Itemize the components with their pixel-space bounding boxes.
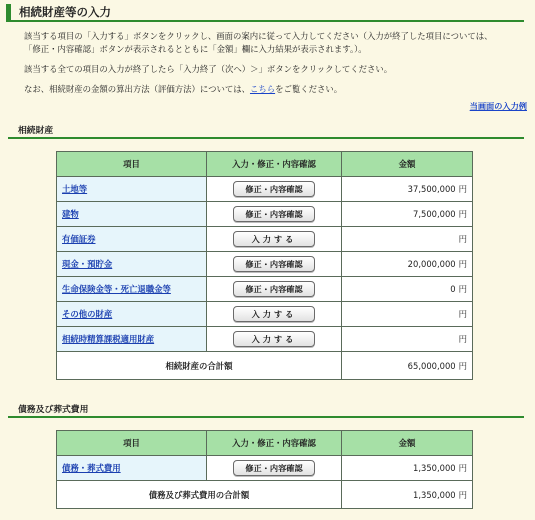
item-link-securities[interactable]: 有価証券 <box>62 234 96 244</box>
instructions <box>24 30 524 96</box>
input-button-other-assets[interactable]: 入力する <box>233 306 315 322</box>
input-button-securities[interactable]: 入力する <box>233 231 315 247</box>
item-cell <box>57 177 207 202</box>
column-header-item: 項目 <box>57 431 207 456</box>
table-row <box>57 302 473 327</box>
column-header-action: 入力・修正・内容確認 <box>207 431 342 456</box>
action-cell <box>207 202 342 227</box>
total-amount-value: 65,000,000 <box>407 360 456 371</box>
edit-confirm-button-debts-funeral[interactable]: 修正・内容確認 <box>233 460 315 476</box>
instruction-text: をご覧ください。 <box>275 84 343 94</box>
column-header-action: 入力・修正・内容確認 <box>207 152 342 177</box>
amount-cell <box>342 277 473 302</box>
item-cell <box>57 327 207 352</box>
instruction-text: なお、相続財産の金額の算出方法（評価方法）については、 <box>24 84 250 94</box>
column-header-amount: 金額 <box>342 431 473 456</box>
instruction-line: 「修正・内容確認」ボタンが表示されるとともに「金額」欄に入力結果が表示されます。）。 <box>24 44 367 54</box>
table-row <box>57 327 473 352</box>
item-link-other-assets[interactable]: その他の財産 <box>62 309 113 319</box>
item-cell <box>57 227 207 252</box>
yen-unit: 円 <box>458 360 467 371</box>
amount-value: 37,500,000 <box>407 184 456 194</box>
amount-cell <box>342 456 473 481</box>
amount-value: 7,500,000 <box>413 209 456 219</box>
action-cell <box>207 177 342 202</box>
edit-confirm-button-building[interactable]: 修正・内容確認 <box>233 206 315 222</box>
item-link-debts-funeral[interactable]: 債務・葬式費用 <box>62 463 121 473</box>
yen-unit: 円 <box>458 184 467 194</box>
total-amount-cell <box>342 481 473 509</box>
total-amount-cell <box>342 352 473 380</box>
table-row <box>57 252 473 277</box>
page-title: 相続財産等の入力 <box>6 4 524 22</box>
yen-unit: 円 <box>458 284 467 294</box>
item-link-settlement-taxation[interactable]: 相続時精算課税適用財産 <box>62 334 155 344</box>
debts-table <box>56 430 473 509</box>
total-amount-value: 1,350,000 <box>413 489 456 500</box>
item-cell <box>57 277 207 302</box>
instruction-line <box>24 83 524 96</box>
action-cell <box>207 277 342 302</box>
edit-confirm-button-cash-deposits[interactable]: 修正・内容確認 <box>233 256 315 272</box>
item-link-life-insurance[interactable]: 生命保険金等・死亡退職金等 <box>62 284 171 294</box>
table-row <box>57 277 473 302</box>
instruction-line: 該当する全ての項目の入力が終了したら「入力終了（次へ）＞」ボタンをクリックしてください。 <box>24 64 393 74</box>
amount-value: 20,000,000 <box>407 259 456 269</box>
instruction-line: 該当する項目の「入力する」ボタンをクリックし、画面の案内に従って入力してください（入力が終了した項目については、 <box>24 31 493 41</box>
edit-confirm-button-life-insurance[interactable]: 修正・内容確認 <box>233 281 315 297</box>
item-link-building[interactable]: 建物 <box>62 209 79 219</box>
item-cell <box>57 202 207 227</box>
amount-value: 0 <box>450 284 456 294</box>
total-label: 相続財産の合計額 <box>57 352 342 380</box>
yen-unit: 円 <box>458 234 467 244</box>
action-cell <box>207 252 342 277</box>
column-header-item: 項目 <box>57 152 207 177</box>
yen-unit: 円 <box>458 334 467 344</box>
input-example-link[interactable]: 当画面の入力例 <box>469 101 527 111</box>
edit-confirm-button-land[interactable]: 修正・内容確認 <box>233 181 315 197</box>
table-row <box>57 177 473 202</box>
table-row <box>57 227 473 252</box>
amount-cell <box>342 202 473 227</box>
assets-table <box>56 151 473 380</box>
section-title-debts: 債務及び葬式費用 <box>8 404 524 418</box>
yen-unit: 円 <box>458 489 467 500</box>
amount-cell <box>342 327 473 352</box>
action-cell <box>207 327 342 352</box>
item-cell <box>57 252 207 277</box>
amount-cell <box>342 302 473 327</box>
table-row <box>57 456 473 481</box>
action-cell <box>207 456 342 481</box>
yen-unit: 円 <box>458 209 467 219</box>
total-row <box>57 481 473 509</box>
total-row <box>57 352 473 380</box>
yen-unit: 円 <box>458 463 467 473</box>
table-header-row <box>57 431 473 456</box>
item-link-cash-deposits[interactable]: 現金・預貯金 <box>62 259 113 269</box>
input-button-settlement-taxation[interactable]: 入力する <box>233 331 315 347</box>
valuation-method-link[interactable]: こちら <box>249 84 276 94</box>
item-link-land[interactable]: 土地等 <box>62 184 88 194</box>
total-label: 債務及び葬式費用の合計額 <box>57 481 342 509</box>
item-cell <box>57 456 207 481</box>
yen-unit: 円 <box>458 309 467 319</box>
action-cell <box>207 227 342 252</box>
amount-cell <box>342 227 473 252</box>
yen-unit: 円 <box>458 259 467 269</box>
section-title-assets: 相続財産 <box>8 125 524 139</box>
action-cell <box>207 302 342 327</box>
item-cell <box>57 302 207 327</box>
table-header-row <box>57 152 473 177</box>
table-row <box>57 202 473 227</box>
column-header-amount: 金額 <box>342 152 473 177</box>
amount-value: 1,350,000 <box>413 463 456 473</box>
amount-cell <box>342 252 473 277</box>
amount-cell <box>342 177 473 202</box>
